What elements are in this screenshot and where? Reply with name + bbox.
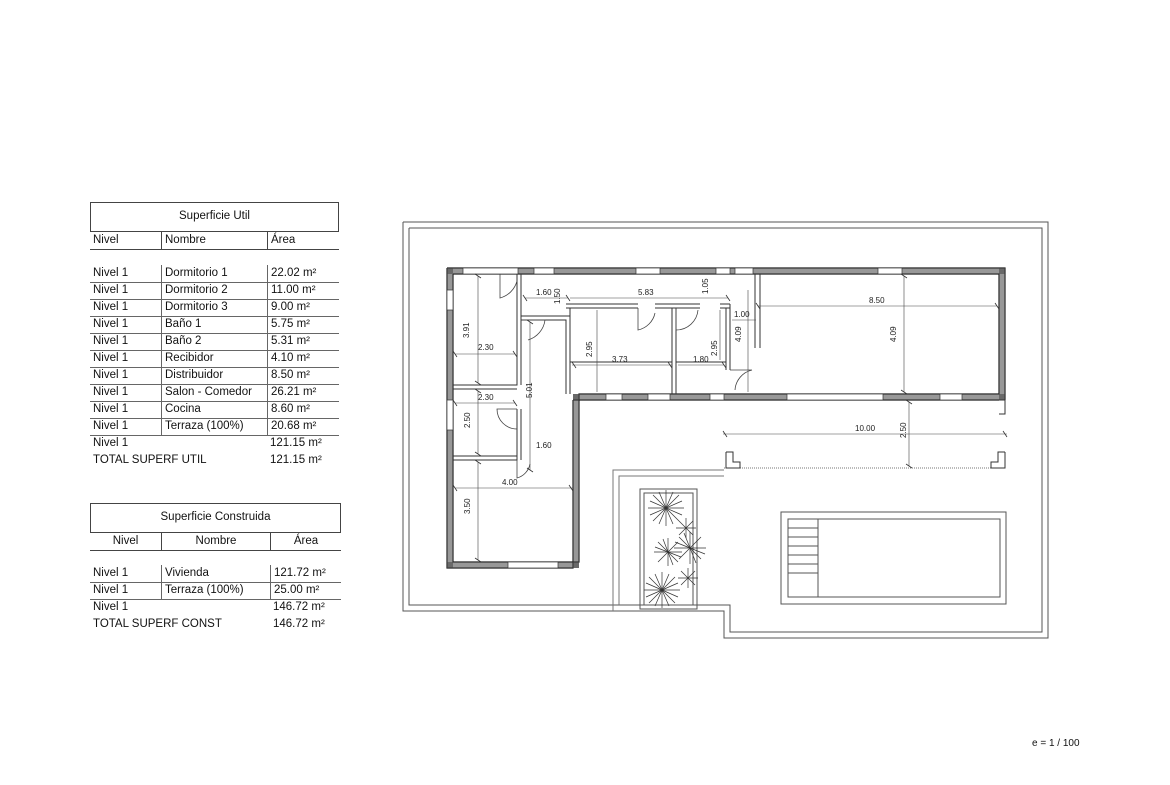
dim-3-73: 3.73	[612, 355, 628, 364]
dim-4-09-b: 4.09	[889, 326, 898, 342]
cell-area: 5.75 m²	[267, 316, 339, 333]
dimension-lines	[455, 276, 1007, 560]
dim-1-80: 1.80	[693, 355, 709, 364]
cell-nombre: Dormitorio 3	[161, 299, 267, 316]
scale-label: e = 1 / 100	[1032, 738, 1080, 749]
cell-nombre: Baño 1	[161, 316, 267, 333]
dim-4-09-a: 4.09	[734, 326, 743, 342]
dim-3-91: 3.91	[462, 322, 471, 338]
cell-nombre: Dormitorio 2	[161, 282, 267, 299]
dim-1-05: 1.05	[701, 278, 710, 294]
cell-area: 11.00 m²	[267, 282, 339, 299]
total-value: 146.72 m²	[273, 618, 325, 630]
pool	[781, 512, 1006, 604]
cell-nombre: Vivienda	[161, 565, 270, 582]
util-table-title: Superficie Util	[90, 202, 339, 231]
util-header-nivel: Nivel	[93, 234, 119, 246]
dim-2-95-b: 2.95	[710, 340, 719, 356]
dim-8-50: 8.50	[869, 296, 885, 305]
dim-1-50: 1.50	[553, 288, 562, 304]
cell-area: 20.68 m²	[267, 418, 339, 435]
cell-nivel: Nivel 1	[93, 284, 129, 296]
total-label: TOTAL SUPERF UTIL	[93, 454, 207, 466]
dim-2-50-b: 2.50	[899, 422, 908, 438]
cell-nivel: Nivel 1	[93, 437, 129, 449]
const-header-area: Área	[270, 533, 341, 550]
cell-nombre: Baño 2	[161, 333, 267, 350]
cell-area: 5.31 m²	[267, 333, 339, 350]
cell-area: 8.60 m²	[267, 401, 339, 418]
util-header-area: Área	[267, 232, 339, 249]
cell-nivel: Nivel 1	[93, 369, 129, 381]
cell-nivel: Nivel 1	[93, 420, 129, 432]
cell-nombre: Salon - Comedor	[161, 384, 267, 401]
cell-area: 9.00 m²	[267, 299, 339, 316]
dim-1-00: 1.00	[734, 310, 750, 319]
cell-area: 25.00 m²	[270, 582, 341, 599]
cell-nombre: Terraza (100%)	[161, 418, 267, 435]
cell-nivel: Nivel 1	[93, 267, 129, 279]
dim-1-60-mid: 1.60	[536, 441, 552, 450]
cell-nivel: Nivel 1	[93, 335, 129, 347]
cell-nivel: Nivel 1	[93, 386, 129, 398]
cell-area: 4.10 m²	[267, 350, 339, 367]
cell-area: 22.02 m²	[267, 265, 339, 282]
dim-5-83: 5.83	[638, 288, 654, 297]
cell-nombre: Cocina	[161, 401, 267, 418]
cell-nombre: Dormitorio 1	[161, 265, 267, 282]
total-label: TOTAL SUPERF CONST	[93, 618, 222, 630]
const-table-title: Superficie Construida	[90, 503, 341, 532]
cell-nivel: Nivel 1	[93, 601, 129, 613]
cell-nombre: Distribuidor	[161, 367, 267, 384]
cell-nivel: Nivel 1	[93, 301, 129, 313]
cell-nombre: Terraza (100%)	[161, 582, 270, 599]
cell-area: 121.15 m²	[270, 437, 322, 449]
interior-walls	[453, 274, 760, 460]
cell-nivel: Nivel 1	[93, 318, 129, 330]
dim-2-30-b: 2.30	[478, 393, 494, 402]
windows	[447, 268, 962, 568]
cell-area: 146.72 m²	[273, 601, 325, 613]
dim-3-50: 3.50	[463, 498, 472, 514]
dim-10-00: 10.00	[855, 424, 876, 433]
cell-nivel: Nivel 1	[93, 567, 129, 579]
const-header-nombre: Nombre	[161, 533, 270, 550]
dim-1-60-top: 1.60	[536, 288, 552, 297]
cell-nivel: Nivel 1	[93, 352, 129, 364]
cell-area: 26.21 m²	[267, 384, 339, 401]
dim-2-30-a: 2.30	[478, 343, 494, 352]
dim-2-50-a: 2.50	[463, 412, 472, 428]
cell-area: 121.72 m²	[270, 565, 341, 582]
cell-area: 8.50 m²	[267, 367, 339, 384]
dim-2-95-a: 2.95	[585, 341, 594, 357]
util-header-nombre: Nombre	[161, 232, 267, 249]
dim-5-01: 5.01	[525, 382, 534, 398]
cell-nivel: Nivel 1	[93, 584, 129, 596]
cell-nivel: Nivel 1	[93, 403, 129, 415]
dim-4-00: 4.00	[502, 478, 518, 487]
const-header-nivel: Nivel	[112, 535, 139, 547]
cell-nombre: Recibidor	[161, 350, 267, 367]
total-value: 121.15 m²	[270, 454, 322, 466]
